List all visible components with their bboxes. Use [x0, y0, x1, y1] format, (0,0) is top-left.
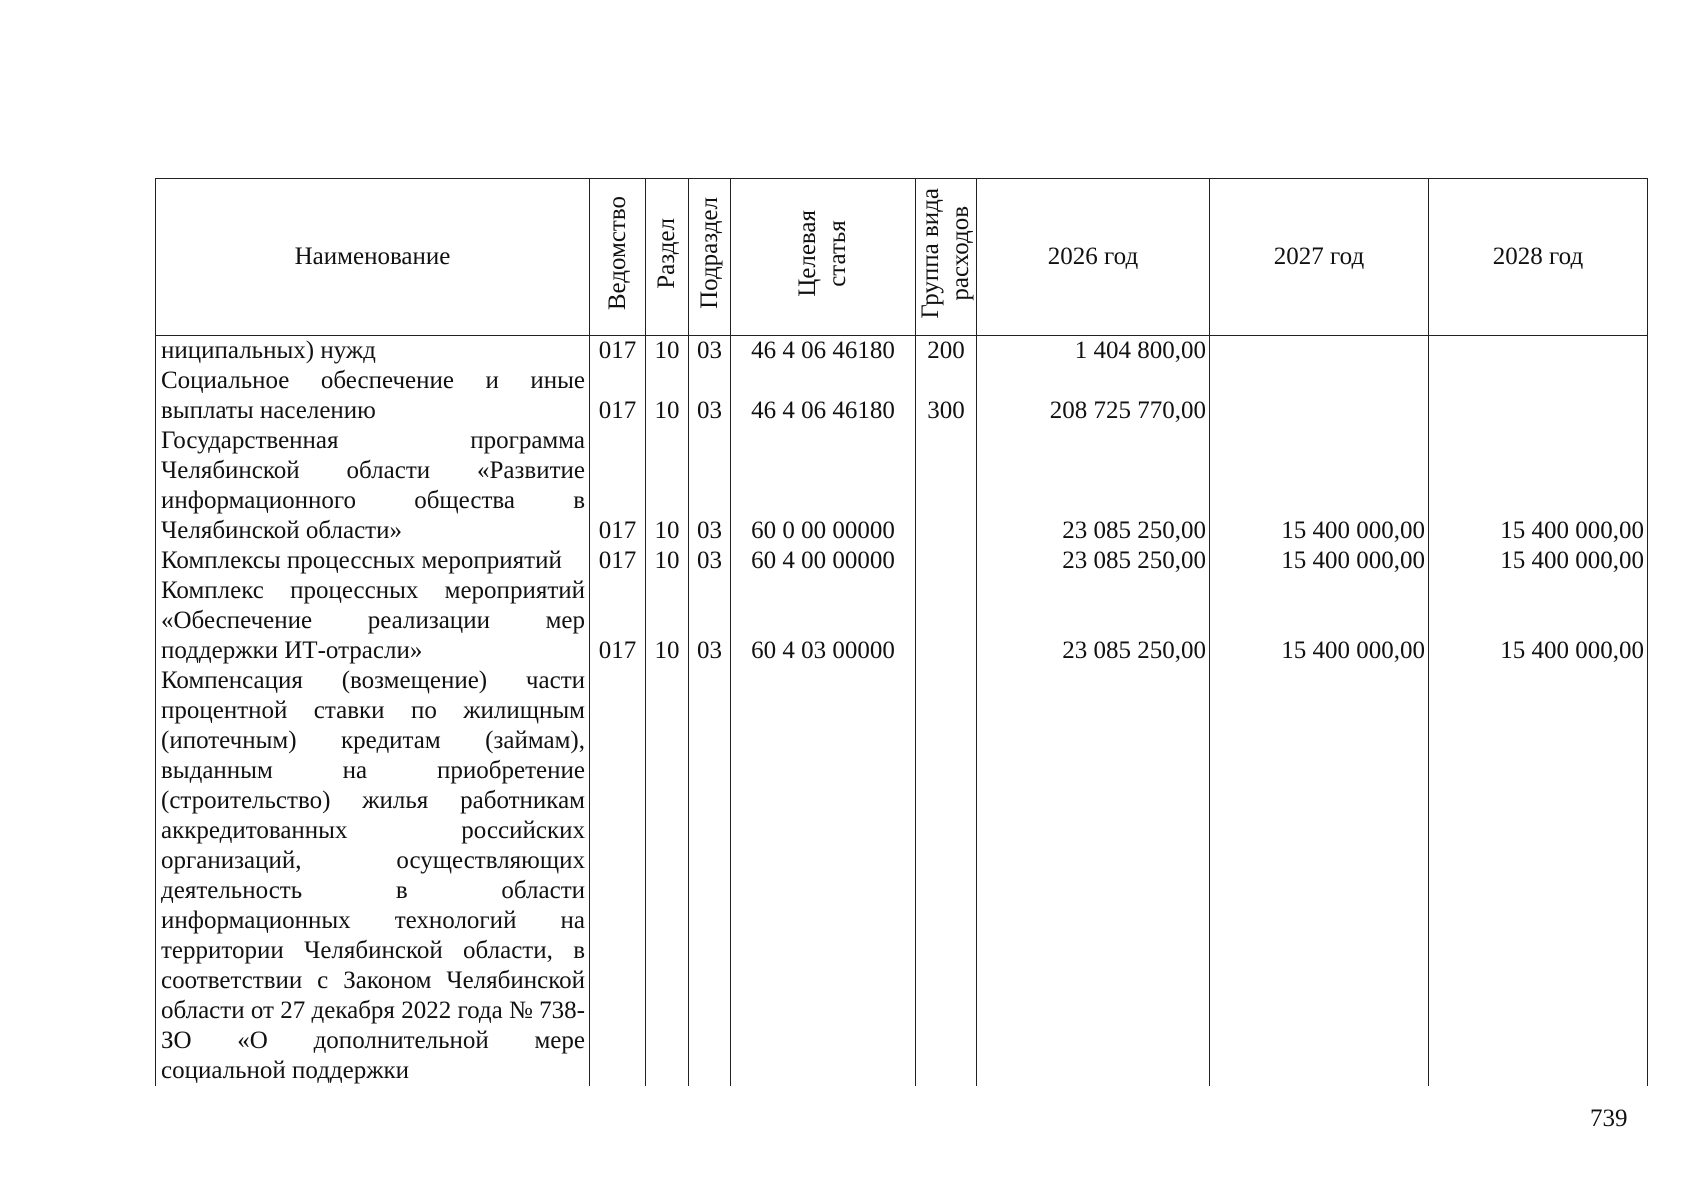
row-group: 300: [916, 366, 977, 426]
header-2028: 2028 год: [1429, 179, 1648, 336]
row-2026: 208 725 770,00: [977, 366, 1210, 426]
row-razdel: [646, 666, 689, 1086]
row-razdel: 10: [646, 426, 689, 546]
row-name: Комплекс процессных мероприятий «Обеспечение реализации мер поддержки ИТ-отрасли»: [156, 576, 590, 666]
row-2027: [1210, 666, 1429, 1086]
row-podrazdel: 03: [689, 546, 731, 576]
row-vedomstvo: 017: [590, 576, 646, 666]
header-name: Наименование: [156, 179, 590, 336]
budget-table: [155, 178, 1648, 1086]
header-vedomstvo: Ведомство: [590, 179, 646, 336]
row-2028: 15 400 000,00: [1429, 546, 1648, 576]
header-target-text: Целевая статья: [794, 209, 851, 297]
row-razdel: 10: [646, 366, 689, 426]
row-2028: [1429, 366, 1648, 426]
row-2028: [1429, 336, 1648, 367]
row-name: Государственная программа Челябинской области «Развитие информационного общества в Челябинской области»: [156, 426, 590, 546]
row-2027: 15 400 000,00: [1210, 576, 1429, 666]
row-podrazdel: 03: [689, 336, 731, 367]
row-razdel: 10: [646, 576, 689, 666]
table-row: [156, 576, 1648, 666]
row-2028: 15 400 000,00: [1429, 576, 1648, 666]
row-2028: [1429, 666, 1648, 1086]
row-2026: 23 085 250,00: [977, 576, 1210, 666]
table-row: [156, 546, 1648, 576]
table-row: [156, 366, 1648, 426]
row-name: Комплексы процессных мероприятий: [156, 546, 590, 576]
header-group-text: Группа вида расходов: [917, 187, 974, 319]
row-group: [916, 426, 977, 546]
row-target: 60 4 00 00000: [731, 546, 916, 576]
row-2026: 23 085 250,00: [977, 546, 1210, 576]
row-podrazdel: 03: [689, 366, 731, 426]
row-vedomstvo: 017: [590, 426, 646, 546]
row-target: 60 0 00 00000: [731, 426, 916, 546]
page-number: 739: [1590, 1105, 1628, 1132]
header-2026: 2026 год: [977, 179, 1210, 336]
row-2028: 15 400 000,00: [1429, 426, 1648, 546]
row-name: Социальное обеспечение и иные выплаты населению: [156, 366, 590, 426]
row-target: [731, 666, 916, 1086]
row-razdel: 10: [646, 546, 689, 576]
row-podrazdel: [689, 666, 731, 1086]
row-podrazdel: 03: [689, 426, 731, 546]
table-row: [156, 426, 1648, 546]
header-row: [156, 179, 1648, 336]
row-name: ниципальных) нужд: [156, 336, 590, 367]
row-2027: [1210, 366, 1429, 426]
row-vedomstvo: [590, 666, 646, 1086]
row-vedomstvo: 017: [590, 546, 646, 576]
table-row: [156, 666, 1648, 1086]
row-group: [916, 666, 977, 1086]
header-target: [731, 179, 916, 336]
row-target: 46 4 06 46180: [731, 336, 916, 367]
row-podrazdel: 03: [689, 576, 731, 666]
header-podrazdel: Подраздел: [689, 179, 731, 336]
row-group: [916, 576, 977, 666]
table-row: [156, 336, 1648, 367]
row-2026: 1 404 800,00: [977, 336, 1210, 367]
row-razdel: 10: [646, 336, 689, 367]
row-2026: 23 085 250,00: [977, 426, 1210, 546]
row-2027: [1210, 336, 1429, 367]
row-name: Компенсация (возмещение) части процентной ставки по жилищным (ипотечным) кредитам (займам), выданным на приобретение (строительство) жилья работникам аккредитованных российских организаций, осуществляющих деятельность в области информационных технологий на территории Челябинской области, в соответствии с Законом Челябинской области от 27 декабря 2022 года № 738-ЗО «О дополнительной мере социальной поддержки: [156, 666, 590, 1086]
row-2027: 15 400 000,00: [1210, 426, 1429, 546]
row-vedomstvo: 017: [590, 366, 646, 426]
header-group: [916, 179, 977, 336]
row-vedomstvo: 017: [590, 336, 646, 367]
row-2027: 15 400 000,00: [1210, 546, 1429, 576]
row-target: 46 4 06 46180: [731, 366, 916, 426]
row-2026: [977, 666, 1210, 1086]
header-razdel: Раздел: [646, 179, 689, 336]
header-2027: 2027 год: [1210, 179, 1429, 336]
row-group: 200: [916, 336, 977, 367]
row-target: 60 4 03 00000: [731, 576, 916, 666]
row-group: [916, 546, 977, 576]
